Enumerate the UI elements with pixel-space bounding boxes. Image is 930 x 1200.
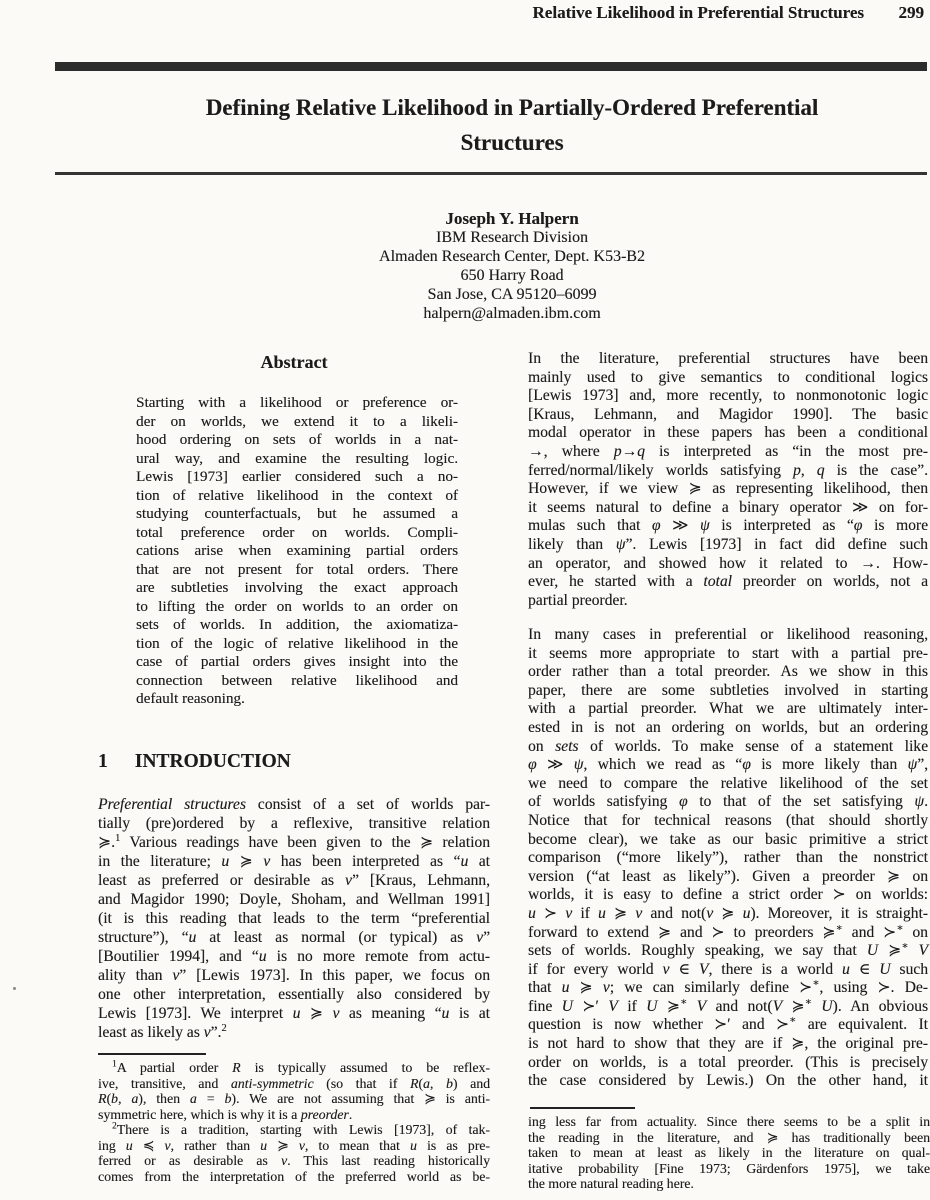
text-line: ing u ≼ v, rather than u ≽ v, to mean that u is as pre- <box>98 1137 491 1153</box>
text-line: partial preorder. <box>528 591 628 609</box>
text-line: least as preferred or desirable as v” [Kraus, Lehmann, <box>98 872 490 889</box>
text-line: ural way, and examine the resulting logic. <box>136 449 458 467</box>
text-line: become clear), we take as our basic primitive a strict <box>528 830 928 848</box>
text-line: in the literature; u ≽ v has been interpreted as “u at <box>98 853 491 870</box>
text-line: symmetric here, which is why it is a preorder. <box>98 1106 353 1122</box>
text-line: case of partial orders gives insight into the <box>136 653 458 670</box>
text-line: with a partial preorder. What we are ultimately inter- <box>528 700 928 718</box>
section-1-title: INTRODUCTION <box>134 751 291 772</box>
paper-title-line2: Structures <box>460 130 564 155</box>
text-line: →, where p→q is interpreted as “in the most pre- <box>528 442 929 460</box>
paper-title-line1: Defining Relative Likelihood in Partially-Ordered Preferential <box>205 95 819 120</box>
text-line: order rather than a total preorder. As we show in this <box>528 663 928 681</box>
text-line: sets of worlds. Roughly speaking, we say that U ≽∗ V <box>528 940 928 960</box>
right-column-footnote <box>528 1114 930 1192</box>
text-line: ing less far from actuality. Since there seems to be a split in <box>528 1114 930 1129</box>
abstract-heading: Abstract <box>260 352 328 372</box>
text-line: total preference order on worlds. Compli- <box>136 523 458 541</box>
left-column-footnotes <box>98 1060 490 1184</box>
abstract-text <box>136 394 458 709</box>
footnote-rule-right <box>530 1107 635 1109</box>
right-column-paragraph-1 <box>528 350 928 610</box>
text-line: ested in is not an ordering on worlds, but an ordering <box>528 718 928 736</box>
author-block <box>98 209 926 323</box>
text-line: ive, transitive, and anti-symmetric (so that if R(a, b) and <box>98 1075 490 1091</box>
text-line: of worlds satisfying φ to that of the set satisfying ψ. <box>528 793 928 811</box>
text-line: tion of relative likelihood in the context of <box>136 486 458 504</box>
text-line: Starting with a likelihood or preference or- <box>136 394 458 411</box>
text-line: cations arise when examining partial orders <box>136 542 458 559</box>
text-line: der on worlds, we extend it to a likeli- <box>136 412 458 430</box>
text-line: to lifting the order on worlds to an order on <box>136 597 458 615</box>
text-line: question is now whether ≻′ and ≻∗ are equivalent. It <box>528 1015 928 1034</box>
text-line: are subtleties involving the exact approach <box>136 579 458 596</box>
top-rule-thick <box>55 62 927 71</box>
text-line: we need to compare the relative likelihood of the set <box>528 774 928 792</box>
title-rule-thin <box>55 172 927 175</box>
text-line: R(b, a), then a = b). We are not assuming that ≽ is anti- <box>98 1091 491 1106</box>
text-line: $^1$A partial order R is typically assumed to be reflex- <box>112 1059 490 1075</box>
text-line: fine U ≻′ V if U ≽∗ V and not(V ≽∗ U). An obvious <box>528 996 929 1015</box>
text-line: [Kraus, Lehmann, and Magidor 1990]. The basic <box>528 405 928 423</box>
text-line: version (“at least as likely”). Given a preorder ≽ on <box>528 867 928 885</box>
text-line: on sets of worlds. To make sense of a statement like <box>528 737 928 755</box>
text-line: Notice that for technical reasons (that should shortly <box>528 811 928 829</box>
text-line: is not hard to show that they are if ≽, the original pre- <box>528 1035 928 1053</box>
author-affiliation-line: San Jose, CA 95120–6099 <box>427 286 597 303</box>
text-line: least as likely as v”.$^2$ <box>98 1022 227 1041</box>
page-number: 299 <box>898 3 924 22</box>
author-name: Joseph Y. Halpern <box>445 209 579 228</box>
paper-title <box>98 90 926 160</box>
text-line: connection between relative likelihood and <box>136 671 458 689</box>
text-line: ferred/normal/likely worlds satisfying p, q is the case”. <box>528 461 928 479</box>
scan-artifact-dot <box>13 987 16 990</box>
text-line: structure”), “u at least as normal (or typical) as v” <box>98 929 490 946</box>
text-line: mulas such that φ ≫ ψ is interpreted as “φ is more <box>528 517 928 535</box>
text-line: if for every world v ∈ V, there is a world u ∈ U such <box>528 960 929 978</box>
author-affiliation-line: Almaden Research Center, Dept. K53-B2 <box>379 248 645 265</box>
text-line: Preferential structures consist of a set of worlds par- <box>98 796 490 813</box>
text-line: the more natural reading here. <box>528 1176 694 1191</box>
text-line: (it is this reading that leads to the term “preferential <box>98 910 490 927</box>
text-line: the case considered by Lewis.) On the other hand, it <box>528 1072 928 1090</box>
footnote-rule-left <box>98 1053 206 1055</box>
running-title: Relative Likelihood in Preferential Structures <box>532 3 864 22</box>
text-line: that u ≽ v; we can similarly define ≻∗, using ≻. De- <box>528 978 928 997</box>
author-email: halpern@almaden.ibm.com <box>423 305 601 322</box>
author-affiliation-line: 650 Harry Road <box>460 267 564 284</box>
text-line: comparison (“more likely”), rather than the nonstrict <box>528 849 928 867</box>
text-line: In many cases in preferential or likelihood reasoning, <box>528 626 928 643</box>
text-line: Lewis [1973]. We interpret u ≽ v as meaning “u is at <box>98 1005 490 1022</box>
text-line: itative probability [Fine 1973; Gärdenfors 1975], we take <box>528 1160 930 1176</box>
text-line: default reasoning. <box>136 690 245 707</box>
text-line: u ≻ v if u ≽ v and not(v ≽ u). Moreover, it is straight- <box>528 904 928 922</box>
text-line: order on worlds, is a total preorder. (This is precisely <box>528 1053 928 1071</box>
text-line: ferred or as desirable as v. This last reading historically <box>98 1153 490 1168</box>
text-line: $^2$There is a tradition, starting with Lewis [1973], of tak- <box>112 1121 490 1137</box>
text-line: Lewis [1973] earlier considered such a no- <box>136 468 458 485</box>
text-line: tially (pre)ordered by a reflexive, transitive relation <box>98 815 490 832</box>
text-line: forward to extend ≽ and ≻ to preorders ≽∗ and ≻∗ on <box>528 922 928 941</box>
text-line: worlds, it is easy to define a strict order ≻ on worlds: <box>528 886 928 904</box>
text-line: it seems natural to define a binary operator ≫ on for- <box>528 498 928 516</box>
text-line: ality than v” [Lewis 1973]. In this paper, we focus on <box>98 967 490 984</box>
text-line: comes from the interpretation of the preferred world as be- <box>98 1168 490 1184</box>
section-1-heading <box>98 751 291 773</box>
section-1-number: 1 <box>98 751 108 772</box>
text-line: [Lewis 1973] and, more recently, to nonmonotonic logic <box>528 387 928 405</box>
text-line: φ ≫ ψ, which we read as “φ is more likely than ψ”, <box>528 756 929 774</box>
text-line: likely than ψ”. Lewis [1973] in fact did define such <box>528 535 928 553</box>
text-line: and Magidor 1990; Doyle, Shoham, and Wellman 1991] <box>98 891 490 908</box>
text-line: sets of worlds. In addition, the axiomatiza- <box>136 616 458 633</box>
author-affiliation-line: IBM Research Division <box>436 229 588 246</box>
text-line: it seems more appropriate to start with a partial pre- <box>528 644 928 662</box>
text-line: that are not present for total orders. There <box>136 560 458 578</box>
text-line: one other interpretation, essentially also considered by <box>98 986 490 1003</box>
text-line: taken to mean at least as likely in the literature on qual- <box>528 1145 930 1160</box>
left-column-body <box>98 795 490 1042</box>
text-line: ≽.$^1$ Various readings have been given to the ≽ relation <box>98 832 490 851</box>
text-line: tion of the logic of relative likelihood in the <box>136 634 458 652</box>
right-column-paragraph-2 <box>528 626 928 1091</box>
text-line: However, if we view ≽ as representing likelihood, then <box>528 480 928 498</box>
text-line: the reading in the literature, and ≽ has traditionally been <box>528 1129 930 1145</box>
text-line: [Boutilier 1994], and “u is no more remote from actu- <box>98 948 490 965</box>
text-line: an operator, and showed how it related to →. How- <box>528 554 928 572</box>
text-line: paper, there are some subtleties involved in starting <box>528 681 928 699</box>
text-line: studying counterfactuals, but he assumed a <box>136 505 458 522</box>
text-line: In the literature, preferential structures have been <box>528 350 928 367</box>
text-line: hood ordering on sets of worlds in a nat- <box>136 431 458 448</box>
text-line: modal operator in these papers has been a conditional <box>528 424 928 442</box>
text-line: ever, he started with a total preorder on worlds, not a <box>528 573 928 591</box>
text-line: mainly used to give semantics to conditional logics <box>528 368 928 386</box>
